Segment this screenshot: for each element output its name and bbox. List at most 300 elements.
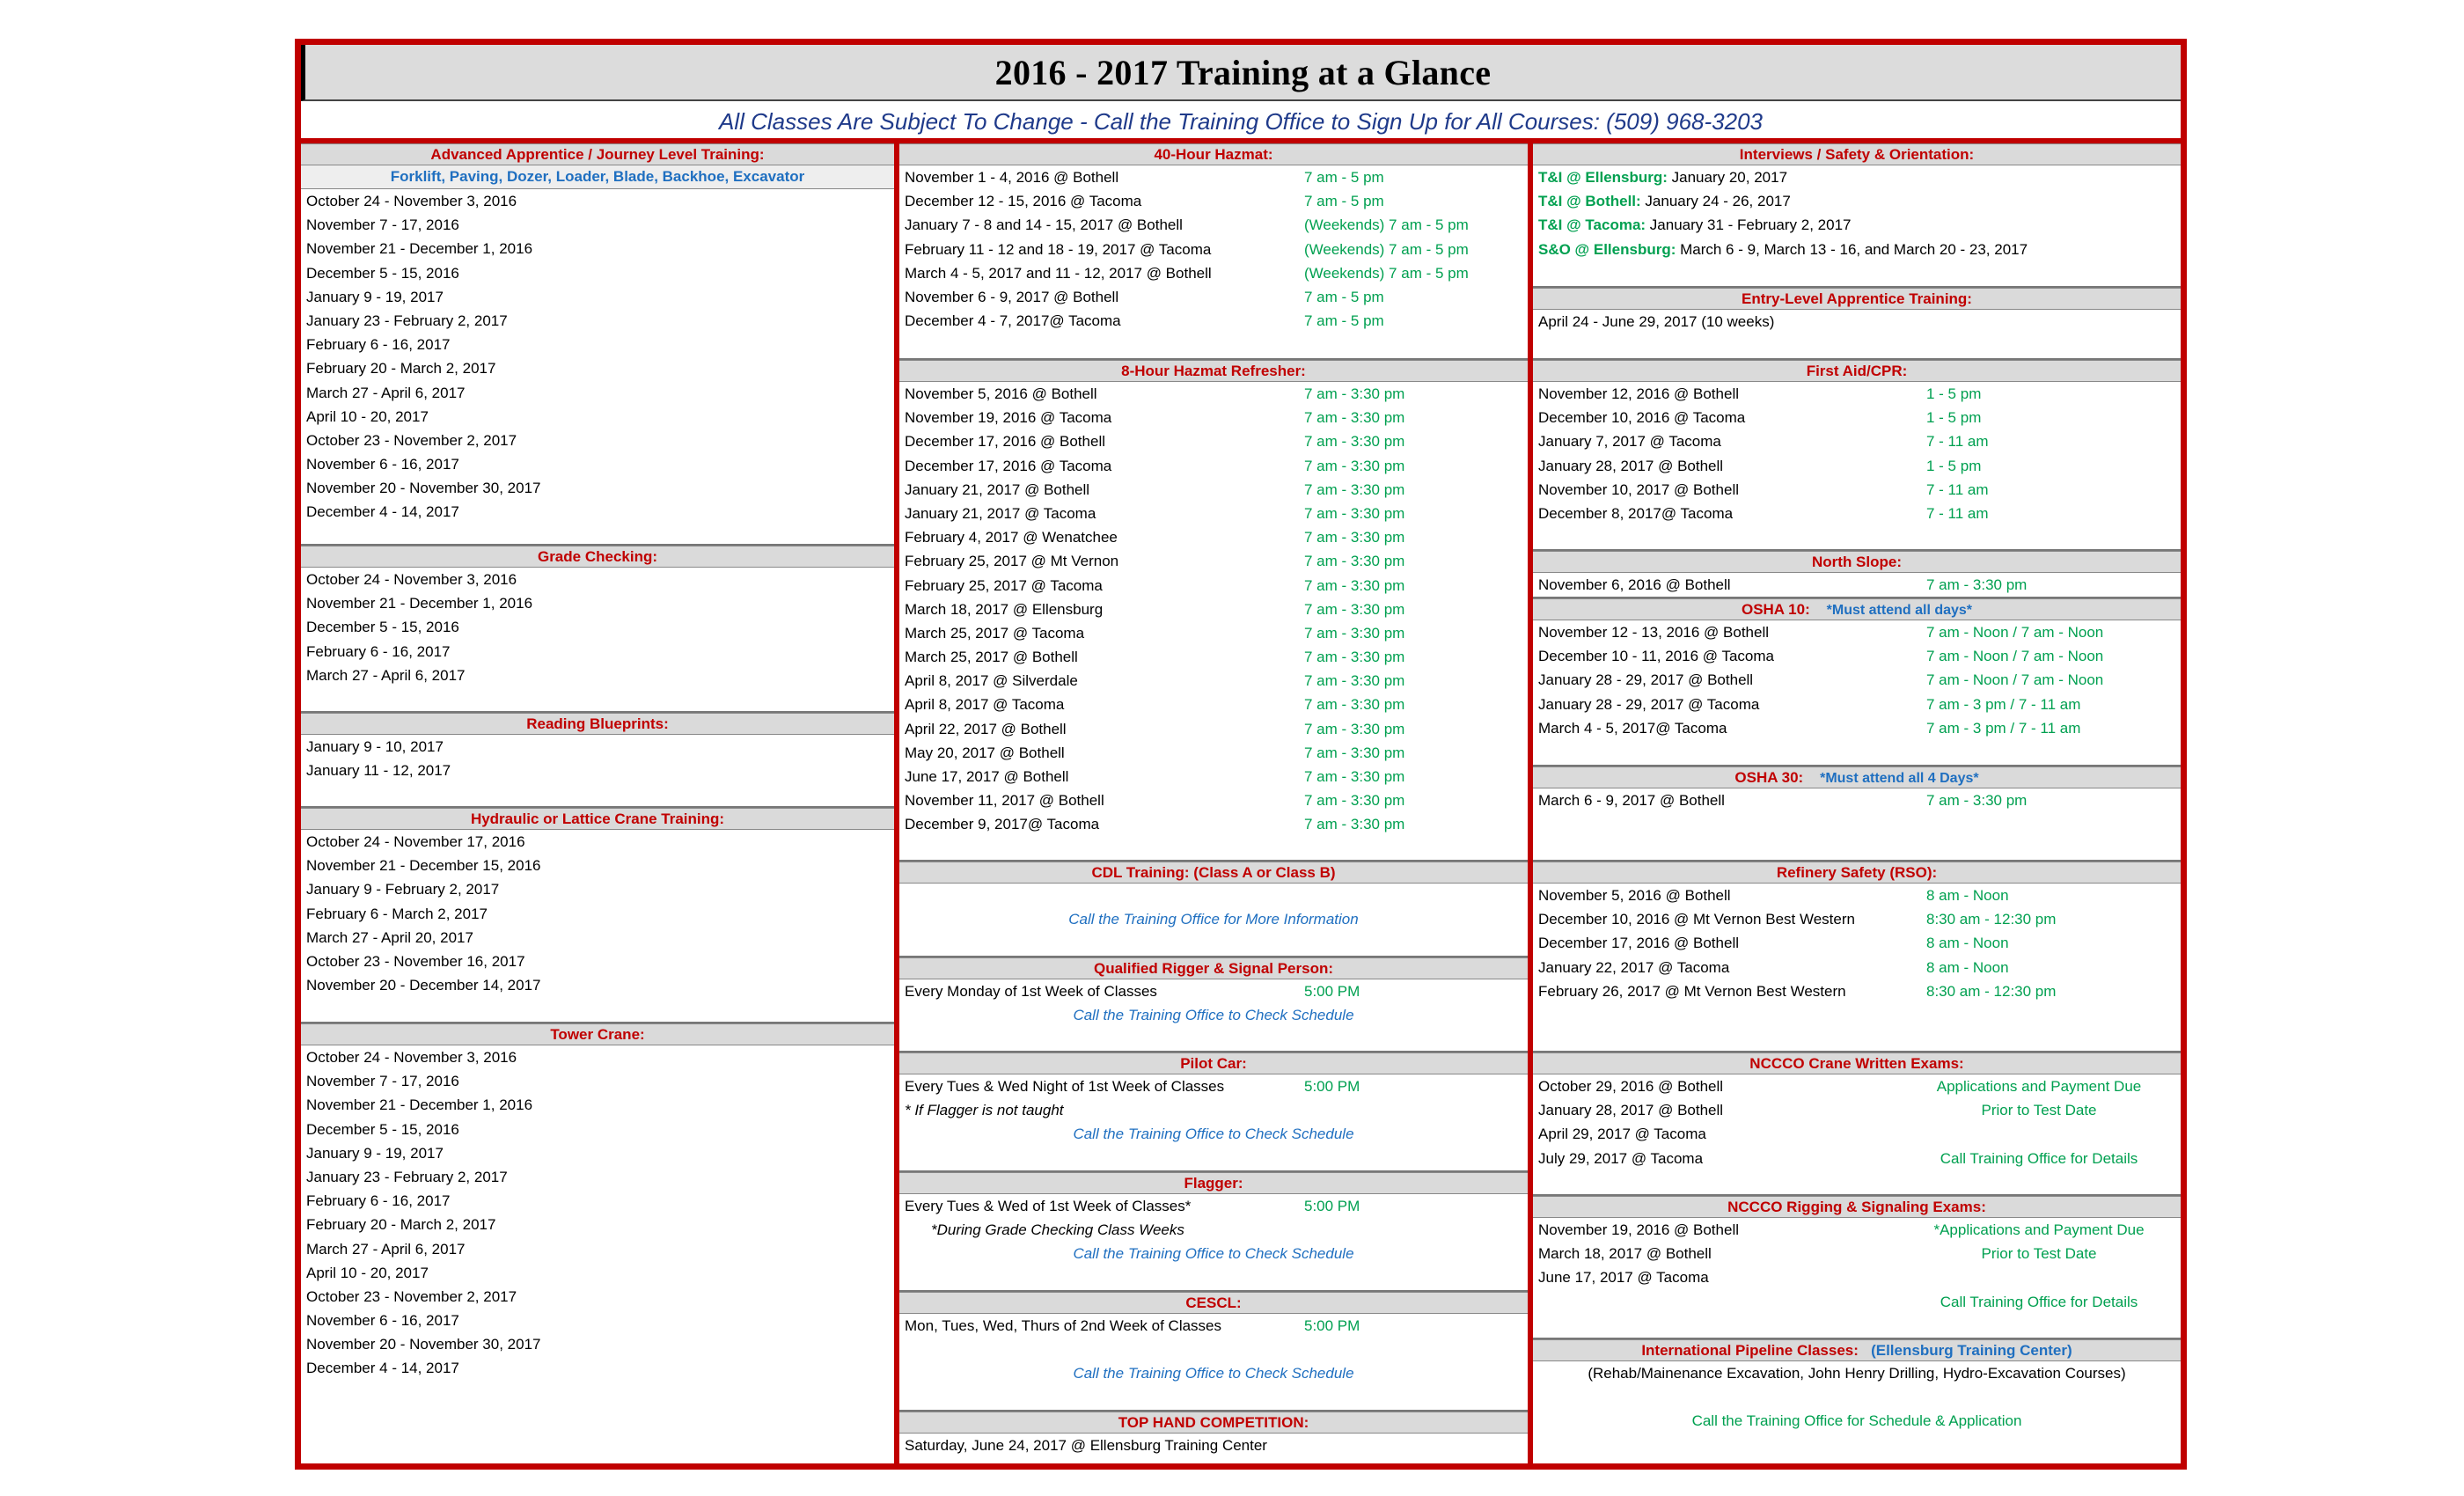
schedule-time: 7 am - 3:30 pm (1304, 696, 1405, 714)
schedule-time: 5:00 PM (1304, 1198, 1360, 1214)
page-subtitle: All Classes Are Subject To Change - Call the Training Office to Sign Up for All Courses: (509) 968-3203 (301, 103, 2181, 143)
schedule-time: 7 am - 5 pm (1304, 193, 1384, 210)
section-header-note: (Ellensburg Training Center) (1871, 1342, 2072, 1359)
page-title: 2016 - 2017 Training at a Glance (301, 45, 2181, 101)
section-header: 40-Hour Hazmat: (899, 143, 1528, 165)
schedule-time: 7 am - 3:30 pm (1926, 792, 2028, 809)
section-advanced-apprentice (301, 143, 894, 524)
schedule-row (899, 285, 1528, 309)
schedule-time: 8 am - Noon (1926, 958, 2009, 976)
schedule-date: June 17, 2017 @ Tacoma (1538, 1269, 1709, 1287)
date-list (301, 1045, 894, 1381)
location-label: T&I @ Ellensburg: (1538, 169, 1668, 186)
schedule-date: November 1 - 4, 2016 @ Bothell (905, 169, 1119, 186)
schedule-time: 7 am - 3:30 pm (1304, 553, 1405, 570)
section-subheader: Forklift, Paving, Dozer, Loader, Blade, Backhoe, Excavator (301, 165, 894, 189)
schedule-row (899, 309, 1528, 333)
schedule-row (899, 765, 1528, 788)
schedule-date: December 17, 2016 @ Tacoma (905, 457, 1112, 474)
section-first-aid (1533, 358, 2181, 525)
schedule-row (899, 261, 1528, 285)
section-tower-crane (301, 1022, 894, 1381)
schedule-row (899, 741, 1528, 765)
date-row: November 20 - November 30, 2017 (306, 480, 541, 497)
schedule-row (1533, 716, 2181, 740)
date-row: November 6 - 16, 2017 (306, 1312, 459, 1330)
schedule-time: 1 - 5 pm (1926, 409, 1982, 427)
schedule-date: January 21, 2017 @ Tacoma (905, 504, 1096, 522)
schedule-time: 7 am - 3:30 pm (1304, 385, 1405, 402)
schedule-time: 7 am - 3:30 pm (1304, 457, 1405, 474)
schedule-time: 7 am - Noon / 7 am - Noon (1926, 648, 2104, 665)
schedule-row (899, 1314, 1528, 1338)
schedule-date: February 4, 2017 @ Wenatchee (905, 529, 1118, 546)
column-middle (899, 143, 1533, 1463)
section-header (1533, 766, 2181, 788)
date-row: March 27 - April 6, 2017 (306, 1240, 466, 1258)
schedule-rows (1533, 884, 2181, 1003)
section-cescl (899, 1290, 1528, 1386)
date-row: February 6 - 16, 2017 (306, 642, 451, 660)
schedule-date: November 19, 2016 @ Bothell (1538, 1221, 1739, 1238)
schedule-date: April 29, 2017 @ Tacoma (1538, 1126, 1706, 1143)
schedule-time: 7 am - 5 pm (1304, 312, 1384, 330)
schedule-row (899, 717, 1528, 741)
date-row: October 23 - November 2, 2017 (306, 1287, 517, 1305)
schedule-row (899, 788, 1528, 812)
schedule-row (1533, 620, 2181, 644)
section-header: Reading Blueprints: (301, 713, 894, 735)
schedule-row: Saturday, June 24, 2017 @ Ellensburg Training Center (905, 1437, 1267, 1454)
date-list (301, 189, 894, 524)
schedule-date: December 10, 2016 @ Mt Vernon Best Western (1538, 911, 1855, 928)
course-list: (Rehab/Mainenance Excavation, John Henry Drilling, Hydro-Excavation Courses) (1588, 1365, 2126, 1382)
schedule-row (899, 502, 1528, 525)
section-header: TOP HAND COMPETITION: (899, 1412, 1528, 1434)
section-header: NCCCO Rigging & Signaling Exams: (1533, 1196, 2181, 1218)
section-header: CDL Training: (Class A or Class B) (899, 862, 1528, 884)
schedule-row (1533, 1218, 2181, 1242)
schedule-time: 7 am - 3:30 pm (1304, 720, 1405, 737)
date-row: December 5 - 15, 2016 (306, 619, 459, 636)
schedule-row (1533, 1290, 2181, 1314)
date-row: December 5 - 15, 2016 (306, 1120, 459, 1138)
section-header: NCCCO Crane Written Exams: (1533, 1052, 2181, 1074)
schedule-rows (1533, 620, 2181, 740)
info-note: Call the Training Office for More Information (1068, 911, 1359, 928)
date-list (301, 830, 894, 997)
schedule-time: *Applications and Payment Due (1933, 1221, 2145, 1238)
schedule-row (1533, 907, 2181, 931)
schedule-row (899, 165, 1528, 189)
date-row: November 20 - November 30, 2017 (306, 1336, 541, 1353)
date-row: April 10 - 20, 2017 (306, 1264, 429, 1281)
info-note: Call the Training Office to Check Schedule (1073, 1126, 1354, 1143)
date-list (301, 568, 894, 687)
date-row: January 9 - 10, 2017 (306, 738, 444, 755)
schedule-date: November 5, 2016 @ Bothell (1538, 887, 1731, 904)
date-row: January 23 - February 2, 2017 (306, 312, 508, 329)
schedule-time: 8:30 am - 12:30 pm (1926, 911, 2057, 928)
date-row: October 24 - November 3, 2016 (306, 571, 517, 588)
schedule-date: April 8, 2017 @ Silverdale (905, 672, 1078, 690)
schedule-row (899, 525, 1528, 549)
schedule-time: 7 am - 3:30 pm (1926, 576, 2028, 593)
info-note: Call the Training Office to Check Schedule (1073, 1245, 1354, 1263)
date-row: March 27 - April 6, 2017 (306, 384, 466, 401)
schedule-time: 7 am - 3:30 pm (1304, 504, 1405, 522)
schedule-time: 7 am - 3:30 pm (1304, 792, 1405, 810)
schedule-time: 7 am - 3:30 pm (1304, 409, 1405, 427)
schedule-time: 7 am - 3 pm / 7 - 11 am (1926, 719, 2081, 737)
schedule-row (1533, 502, 2181, 525)
schedule-date: March 25, 2017 @ Tacoma (905, 624, 1085, 642)
schedule-row (1533, 1265, 2181, 1289)
section-header: Grade Checking: (301, 546, 894, 568)
section-header: 8-Hour Hazmat Refresher: (899, 360, 1528, 382)
date-row: December 4 - 14, 2017 (306, 503, 459, 521)
schedule-time: 7 am - 3:30 pm (1304, 672, 1405, 690)
section-header: Qualified Rigger & Signal Person: (899, 957, 1528, 979)
schedule-time: (Weekends) 7 am - 5 pm (1304, 264, 1469, 282)
schedule-time: 5:00 PM (1304, 1317, 1360, 1334)
section-header: Refinery Safety (RSO): (1533, 862, 2181, 884)
schedule-date: April 8, 2017 @ Tacoma (905, 696, 1065, 714)
schedule-row (899, 454, 1528, 478)
schedule-time: 7 am - Noon / 7 am - Noon (1926, 671, 2104, 689)
schedule-date: January 28, 2017 @ Bothell (1538, 457, 1724, 474)
section-header: Pilot Car: (899, 1052, 1528, 1074)
schedule-row (899, 693, 1528, 716)
schedule-date: January 7, 2017 @ Tacoma (1538, 433, 1721, 451)
date-row: November 20 - December 14, 2017 (306, 977, 541, 994)
schedule-rows (1533, 1074, 2181, 1170)
date-row: October 23 - November 2, 2017 (306, 431, 517, 449)
schedule-date: February 25, 2017 @ Mt Vernon (905, 553, 1119, 570)
section-header: CESCL: (899, 1292, 1528, 1314)
date-row: February 6 - 16, 2017 (306, 1192, 451, 1210)
section-header: North Slope: (1533, 551, 2181, 573)
schedule-date: January 21, 2017 @ Bothell (905, 480, 1090, 498)
schedule-time: 8 am - Noon (1926, 935, 2009, 952)
schedule-time: 7 - 11 am (1926, 504, 1989, 522)
schedule-row (899, 1074, 1528, 1098)
schedule-rows (1533, 1218, 2181, 1314)
schedule-date: Every Tues & Wed Night of 1st Week of Classes (905, 1078, 1225, 1095)
schedule-time: 5:00 PM (1304, 983, 1360, 1000)
schedule-row (1533, 1122, 2181, 1146)
schedule-date: November 11, 2017 @ Bothell (905, 792, 1104, 810)
section-header-note: *Must attend all days* (1826, 603, 1973, 618)
section-cdl (899, 860, 1528, 931)
schedule-row (899, 645, 1528, 669)
schedule-date: December 8, 2017@ Tacoma (1538, 504, 1734, 522)
schedule-date: July 29, 2017 @ Tacoma (1538, 1149, 1704, 1167)
schedule-date: February 25, 2017 @ Tacoma (905, 576, 1103, 594)
schedule-date: November 12, 2016 @ Bothell (1538, 385, 1739, 402)
schedule-date: January 28 - 29, 2017 @ Tacoma (1538, 695, 1760, 713)
date-row: December 5 - 15, 2016 (306, 264, 459, 282)
schedule-row (1533, 573, 2181, 597)
date-row: December 4 - 14, 2017 (306, 1360, 459, 1377)
schedule-row (1533, 382, 2181, 406)
info-note: Call the Training Office to Check Schedule (1073, 1365, 1354, 1382)
schedule-date: December 17, 2016 @ Bothell (905, 433, 1105, 451)
schedule-row (899, 574, 1528, 598)
schedule-rows (899, 165, 1528, 333)
date-row: November 6 - 16, 2017 (306, 456, 459, 473)
section-header: Hydraulic or Lattice Crane Training: (301, 808, 894, 830)
schedule-row: April 24 - June 29, 2017 (10 weeks) (1538, 313, 1775, 330)
schedule-row (899, 478, 1528, 502)
schedule-row (899, 213, 1528, 237)
date-row: February 20 - March 2, 2017 (306, 360, 496, 378)
schedule-row (1533, 644, 2181, 668)
date-row: January 9 - February 2, 2017 (306, 881, 500, 898)
section-north-slope (1533, 549, 2181, 597)
section-header-note: *Must attend all 4 Days* (1820, 771, 1979, 786)
schedule-time: Prior to Test Date (1981, 1102, 2097, 1119)
date-row: February 20 - March 2, 2017 (306, 1216, 496, 1234)
schedule-row (899, 812, 1528, 836)
column-left (301, 143, 899, 1463)
schedule-time: Call Training Office for Details (1940, 1293, 2138, 1310)
schedule-date: November 19, 2016 @ Tacoma (905, 409, 1112, 427)
section-hazmat-40 (899, 143, 1528, 333)
schedule-time: 1 - 5 pm (1926, 457, 1982, 474)
schedule-row (899, 238, 1528, 261)
schedule-row (899, 382, 1528, 406)
schedule-date: March 4 - 5, 2017@ Tacoma (1538, 719, 1727, 737)
schedule-row (1533, 238, 2181, 261)
schedule-date: March 6 - 9, March 13 - 16, and March 20 - 23, 2017 (1676, 240, 2028, 258)
section-osha-10 (1533, 597, 2181, 740)
date-row: February 6 - 16, 2017 (306, 336, 451, 354)
schedule-row (1533, 478, 2181, 502)
info-note: Call the Training Office to Check Schedule (1073, 1007, 1354, 1024)
schedule-row (899, 598, 1528, 621)
schedule-row (1533, 429, 2181, 453)
schedule-date: November 10, 2017 @ Bothell (1538, 480, 1739, 498)
schedule-time: 5:00 PM (1304, 1078, 1360, 1095)
schedule-row (1533, 979, 2181, 1003)
schedule-row (899, 621, 1528, 645)
schedule-date: December 9, 2017@ Tacoma (905, 816, 1100, 833)
date-row: October 23 - November 16, 2017 (306, 952, 525, 970)
schedule-date: February 26, 2017 @ Mt Vernon Best Western (1538, 982, 1846, 1000)
date-row: January 9 - 19, 2017 (306, 1144, 444, 1162)
schedule-row (899, 189, 1528, 213)
section-grade-checking (301, 544, 894, 687)
schedule-time: 7 am - 3:30 pm (1304, 576, 1405, 594)
date-row: March 27 - April 20, 2017 (306, 928, 473, 946)
schedule-time: 7 am - Noon / 7 am - Noon (1926, 624, 2104, 641)
schedule-row (899, 979, 1528, 1003)
schedule-date: January 22, 2017 @ Tacoma (1538, 958, 1730, 976)
date-row: November 21 - December 15, 2016 (306, 857, 541, 875)
schedule-row (1533, 1074, 2181, 1098)
training-schedule-frame (295, 39, 2187, 1470)
schedule-date: November 5, 2016 @ Bothell (905, 385, 1097, 402)
section-pilot-car (899, 1051, 1528, 1147)
section-interviews (1533, 143, 2181, 261)
schedule-row (899, 406, 1528, 429)
date-row: January 9 - 19, 2017 (306, 288, 444, 305)
section-header: Advanced Apprentice / Journey Level Training: (301, 143, 894, 165)
section-header-title: OSHA 10: (1741, 601, 1810, 618)
schedule-date: June 17, 2017 @ Bothell (905, 768, 1069, 785)
schedule-row (1533, 884, 2181, 907)
schedule-date: March 18, 2017 @ Ellensburg (905, 600, 1104, 618)
section-top-hand (899, 1410, 1528, 1457)
schedule-row (1533, 668, 2181, 692)
date-row: January 11 - 12, 2017 (306, 762, 451, 780)
schedule-date: December 4 - 7, 2017@ Tacoma (905, 312, 1121, 330)
schedule-time: 7 am - 3:30 pm (1304, 529, 1405, 546)
section-entry-level (1533, 286, 2181, 334)
schedule-date: March 6 - 9, 2017 @ Bothell (1538, 792, 1725, 809)
schedule-time: 7 am - 3:30 pm (1304, 480, 1405, 498)
schedule-date: January 7 - 8 and 14 - 15, 2017 @ Bothell (905, 216, 1183, 234)
schedule-date: December 12 - 15, 2016 @ Tacoma (905, 193, 1142, 210)
section-qualified-rigger (899, 956, 1528, 1027)
column-right (1533, 143, 2181, 1463)
schedule-date: November 12 - 13, 2016 @ Bothell (1538, 624, 1770, 641)
schedule-date: April 22, 2017 @ Bothell (905, 720, 1067, 737)
location-label: S&O @ Ellensburg: (1538, 240, 1676, 258)
schedule-row (1533, 693, 2181, 716)
schedule-row (899, 669, 1528, 693)
schedule-time: Prior to Test Date (1981, 1245, 2097, 1263)
schedule-row (1533, 1147, 2181, 1170)
schedule-time: 7 - 11 am (1926, 433, 1989, 451)
section-header (1533, 1339, 2181, 1361)
schedule-time: 7 am - 5 pm (1304, 169, 1384, 186)
schedule-row (1533, 165, 2181, 189)
schedule-time: 7 am - 5 pm (1304, 288, 1384, 305)
date-row: November 7 - 17, 2016 (306, 1073, 459, 1090)
schedule-date: January 20, 2017 (1667, 169, 1788, 186)
schedule-row (1533, 956, 2181, 979)
footnote: * If Flagger is not taught (905, 1102, 1064, 1119)
schedule-time: 8:30 am - 12:30 pm (1926, 982, 2057, 1000)
schedule-row (1533, 788, 2181, 812)
schedule-time: (Weekends) 7 am - 5 pm (1304, 240, 1469, 258)
schedule-rows (1533, 382, 2181, 525)
schedule-row (899, 549, 1528, 573)
schedule-row (899, 1194, 1528, 1218)
location-label: T&I @ Tacoma: (1538, 216, 1646, 234)
section-hazmat-8 (899, 358, 1528, 837)
section-hydraulic-crane (301, 806, 894, 997)
schedule-time: 8 am - Noon (1926, 887, 2009, 904)
date-row: October 24 - November 3, 2016 (306, 1049, 517, 1066)
section-reading-blueprints (301, 711, 894, 782)
date-row: November 7 - 17, 2016 (306, 216, 459, 234)
schedule-date: Every Tues & Wed of 1st Week of Classes* (905, 1198, 1192, 1214)
schedule-time: 7 am - 3:30 pm (1304, 600, 1405, 618)
schedule-row (899, 429, 1528, 453)
schedule-date: January 28, 2017 @ Bothell (1538, 1102, 1724, 1119)
footnote: *During Grade Checking Class Weeks (931, 1221, 1184, 1239)
date-row: November 21 - December 1, 2016 (306, 240, 533, 258)
location-label: T&I @ Bothell: (1538, 193, 1641, 210)
schedule-date: January 31 - February 2, 2017 (1646, 216, 1852, 234)
schedule-row (1533, 1098, 2181, 1122)
date-row: April 10 - 20, 2017 (306, 407, 429, 425)
schedule-date: November 6, 2016 @ Bothell (1538, 576, 1731, 593)
section-header: First Aid/CPR: (1533, 360, 2181, 382)
section-header: Entry-Level Apprentice Training: (1533, 288, 2181, 310)
schedule-rows (1533, 165, 2181, 261)
schedule-date: October 29, 2016 @ Bothell (1538, 1078, 1724, 1095)
schedule-row (1533, 189, 2181, 213)
schedule-date: February 11 - 12 and 18 - 19, 2017 @ Tacoma (905, 240, 1212, 258)
section-nccco-rigging (1533, 1194, 2181, 1314)
section-header-title: International Pipeline Classes: (1641, 1342, 1859, 1359)
schedule-time: Call Training Office for Details (1940, 1149, 2138, 1167)
section-osha-30 (1533, 765, 2181, 812)
schedule-time: 7 am - 3 pm / 7 - 11 am (1926, 695, 2081, 713)
section-header: Interviews / Safety & Orientation: (1533, 143, 2181, 165)
schedule-time: 7 am - 3:30 pm (1304, 744, 1405, 761)
schedule-date: Mon, Tues, Wed, Thurs of 2nd Week of Classes (905, 1317, 1222, 1334)
date-row: November 21 - December 1, 2016 (306, 595, 533, 612)
section-header: Tower Crane: (301, 1023, 894, 1045)
date-row: February 6 - March 2, 2017 (306, 905, 488, 922)
date-row: January 23 - February 2, 2017 (306, 1168, 508, 1185)
section-nccco-written (1533, 1051, 2181, 1170)
schedule-time: 7 am - 3:30 pm (1304, 816, 1405, 833)
date-row: November 21 - December 1, 2016 (306, 1096, 533, 1114)
schedule-date: December 17, 2016 @ Bothell (1538, 935, 1739, 952)
section-header: Flagger: (899, 1172, 1528, 1194)
schedule-date: March 4 - 5, 2017 and 11 - 12, 2017 @ Bothell (905, 264, 1212, 282)
section-header-title: OSHA 30: (1734, 769, 1804, 786)
schedule-date: December 10 - 11, 2016 @ Tacoma (1538, 648, 1774, 665)
schedule-time: 7 am - 3:30 pm (1304, 768, 1405, 785)
schedule-date: March 18, 2017 @ Bothell (1538, 1245, 1712, 1263)
section-pipeline (1533, 1338, 2181, 1434)
schedule-date: December 10, 2016 @ Tacoma (1538, 409, 1746, 427)
date-row: March 27 - April 6, 2017 (306, 666, 466, 684)
schedule-date: January 24 - 26, 2017 (1640, 193, 1791, 210)
schedule-row (1533, 931, 2181, 955)
schedule-date: May 20, 2017 @ Bothell (905, 744, 1065, 761)
date-row: October 24 - November 3, 2016 (306, 193, 517, 209)
schedule-time: 7 - 11 am (1926, 480, 1989, 498)
schedule-row (1533, 1242, 2181, 1265)
schedule-row (1533, 454, 2181, 478)
info-note: Call the Training Office for Schedule & Application (1691, 1412, 2022, 1430)
section-flagger (899, 1170, 1528, 1266)
schedule-time: (Weekends) 7 am - 5 pm (1304, 216, 1469, 234)
schedule-time: Applications and Payment Due (1936, 1078, 2142, 1095)
date-row: October 24 - November 17, 2016 (306, 833, 525, 850)
schedule-date: Every Monday of 1st Week of Classes (905, 983, 1157, 1000)
section-refinery-safety (1533, 860, 2181, 1003)
schedule-row (1533, 213, 2181, 237)
schedule-time: 1 - 5 pm (1926, 385, 1982, 402)
schedule-time: 7 am - 3:30 pm (1304, 433, 1405, 451)
date-list (301, 735, 894, 782)
schedule-time: 7 am - 3:30 pm (1304, 649, 1405, 666)
section-header (1533, 598, 2181, 620)
schedule-date: January 28 - 29, 2017 @ Bothell (1538, 671, 1754, 689)
schedule-date: March 25, 2017 @ Bothell (905, 649, 1078, 666)
schedule-time: 7 am - 3:30 pm (1304, 624, 1405, 642)
schedule-row (1533, 406, 2181, 429)
